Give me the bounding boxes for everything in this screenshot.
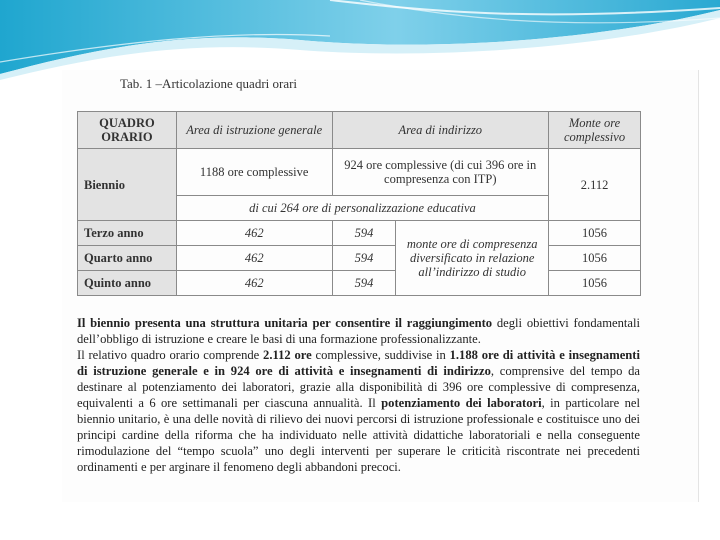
table-row-biennio — [78, 149, 641, 196]
row-label-biennio: Biennio — [78, 149, 177, 221]
quinto-indirizzo-cell: 594 — [332, 271, 396, 296]
row-label-quarto-anno: Quarto anno — [78, 246, 177, 271]
table-row — [78, 271, 641, 296]
text-span: complessive, suddivise in — [311, 348, 450, 362]
text-span: Il relativo quadro orario comprende — [77, 348, 264, 362]
table-header-row — [78, 112, 641, 149]
paragraph-biennio — [77, 315, 640, 347]
terzo-istruzione-cell: 462 — [176, 221, 332, 246]
table-row — [78, 221, 641, 246]
header-area-istruzione: Area di istruzione generale — [176, 112, 332, 149]
text-bold: 2.112 ore — [263, 348, 312, 362]
text-bold: potenziamento dei laboratori — [381, 396, 542, 410]
header-quadro-orario: QUADRO ORARIO — [78, 112, 177, 149]
biennio-indirizzo-cell: 924 ore complessive (di cui 396 ore in compresenza con ITP) — [332, 149, 549, 196]
text-span: , in particolare nel biennio unitario, è una delle novità di rilievo dei nuovi percorsi di istruzione professionale e costituisce uno dei principi cardine della riforma che ha individuato nelle attività didattiche laboratoriali e nella conseguente rimodulazione del “tempo scuola” uno degli interventi per superare le criticità riscontrate nei precedenti ordinamenti e per arginare il fenomeno degli abbandoni precoci. — [77, 396, 640, 474]
paragraph-quadro-orario — [77, 347, 640, 475]
personalizzazione-cell: di cui 264 ore di personalizzazione educativa — [176, 196, 548, 221]
biennio-monte-cell: 2.112 — [549, 149, 641, 221]
quarto-indirizzo-cell: 594 — [332, 246, 396, 271]
row-label-quinto-anno: Quinto anno — [78, 271, 177, 296]
quadri-orari-table — [77, 111, 641, 296]
terzo-monte-cell: 1056 — [549, 221, 641, 246]
table-row — [78, 246, 641, 271]
biennio-istruzione-cell: 1188 ore complessive — [176, 149, 332, 196]
header-monte-ore: Monte ore complessivo — [549, 112, 641, 149]
terzo-indirizzo-cell: 594 — [332, 221, 396, 246]
quarto-monte-cell: 1056 — [549, 246, 641, 271]
text-bold: 1.188 ore di attività e insegnamenti di istruzione generale e in 924 ore di attività e insegnamenti di indirizzo — [77, 348, 640, 378]
quinto-monte-cell: 1056 — [549, 271, 641, 296]
quarto-istruzione-cell: 462 — [176, 246, 332, 271]
header-area-indirizzo: Area di indirizzo — [332, 112, 549, 149]
table-caption: Tab. 1 –Articolazione quadri orari — [120, 76, 298, 91]
paragraph-biennio-bold: Il biennio presenta una struttura unitaria per consentire il raggiungimento — [77, 316, 493, 330]
row-label-terzo-anno: Terzo anno — [78, 221, 177, 246]
quinto-istruzione-cell: 462 — [176, 271, 332, 296]
paragraph-biennio-rest: degli obiettivi fondamentali dell’obbligo di istruzione e creare le basi di una formazione professionalizzante. — [77, 316, 640, 346]
text-span: , comprensive del tempo da destinare al potenziamento dei laboratori, grazie alla disponibilità di 396 ore complessive di compresenza, equivalenti a 6 ore settimanali per ciascuna annualità. Il — [77, 364, 640, 410]
compresenza-note-cell: monte ore di compresenza diversificato in relazione all’indirizzo di studio — [396, 221, 549, 296]
decorative-banner — [0, 0, 720, 80]
body-text — [77, 315, 640, 475]
